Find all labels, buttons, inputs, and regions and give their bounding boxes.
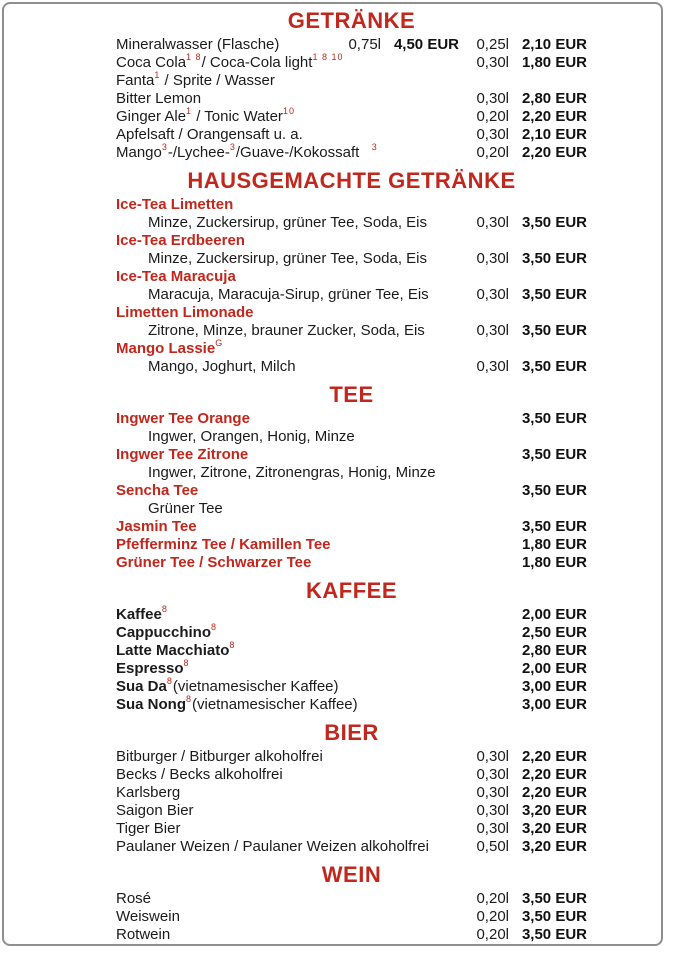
price: 2,20 EUR bbox=[521, 144, 587, 161]
price: 2,20 EUR bbox=[521, 748, 587, 765]
item-name-text: Minze, Zuckersirup, grüner Tee, Soda, Eis bbox=[148, 214, 428, 231]
menu-section-4 bbox=[116, 722, 587, 856]
menu-row bbox=[116, 322, 587, 340]
item-name-text: Ice-Tea Maracuja bbox=[116, 268, 236, 285]
item-name-text: Cappucchino bbox=[116, 624, 212, 641]
price: 2,80 EUR bbox=[521, 642, 587, 659]
item-name bbox=[116, 766, 459, 784]
price: 2,10 EUR bbox=[521, 126, 587, 143]
item-name bbox=[116, 536, 459, 554]
volume: 0,30l bbox=[476, 214, 509, 231]
item-name-text: Bitburger / Bitburger alkoholfrei bbox=[116, 748, 323, 765]
menu-card bbox=[2, 2, 663, 946]
item-name-text: Jasmin Tee bbox=[116, 518, 197, 535]
item-name-text: /Guave-/Kokossaft bbox=[235, 144, 372, 161]
volume: 0,30l bbox=[476, 286, 509, 303]
menu-row bbox=[116, 446, 587, 464]
section-title: HAUSGEMACHTE GETRÄNKE bbox=[187, 168, 516, 193]
menu-row bbox=[116, 72, 587, 90]
price-large: 4,50 EUR bbox=[393, 36, 459, 53]
volume: 0,30l bbox=[476, 90, 509, 107]
item-name-text: Ingwer, Zitrone, Zitronengras, Honig, Minze bbox=[148, 464, 436, 481]
footnote-superscript: 1 bbox=[186, 106, 193, 116]
item-name bbox=[116, 642, 459, 660]
item-name-text: Apfelsaft / Orangensaft u. a. bbox=[116, 126, 303, 143]
price: 2,10 EUR bbox=[521, 36, 587, 53]
price: 3,50 EUR bbox=[521, 908, 587, 925]
price: 2,20 EUR bbox=[521, 766, 587, 783]
menu-row bbox=[116, 482, 587, 500]
menu-section-1 bbox=[116, 170, 587, 376]
price: 3,20 EUR bbox=[521, 820, 587, 837]
item-name bbox=[116, 482, 459, 500]
footnote-superscript: 1 bbox=[154, 70, 161, 80]
price: 3,50 EUR bbox=[521, 358, 587, 375]
item-name bbox=[116, 926, 459, 944]
item-name-text: Coca Cola bbox=[116, 54, 187, 71]
volume: 0,30l bbox=[476, 766, 509, 783]
menu-row bbox=[116, 748, 587, 766]
item-name-text: Becks / Becks alkoholfrei bbox=[116, 766, 283, 783]
item-name-text: Ingwer Tee Zitrone bbox=[116, 446, 249, 463]
menu-row bbox=[116, 268, 587, 286]
item-name bbox=[116, 428, 459, 446]
item-name bbox=[116, 340, 459, 358]
price: 3,50 EUR bbox=[521, 482, 587, 499]
menu-row bbox=[116, 926, 587, 944]
volume: 0,25l bbox=[476, 36, 509, 53]
item-name-text: Rosé bbox=[116, 890, 152, 907]
menu-row bbox=[116, 660, 587, 678]
volume: 0,30l bbox=[476, 54, 509, 71]
menu-row bbox=[116, 500, 587, 518]
menu-row bbox=[116, 286, 587, 304]
item-name-text: Sencha Tee bbox=[116, 482, 199, 499]
volume-large: 0,75l bbox=[348, 36, 381, 53]
price: 3,50 EUR bbox=[521, 518, 587, 535]
footnote-superscript: 3 bbox=[229, 142, 236, 152]
menu-row bbox=[116, 340, 587, 358]
section-title: WEIN bbox=[321, 862, 382, 887]
item-name-text: / Sprite / Wasser bbox=[160, 72, 275, 89]
price: 3,20 EUR bbox=[521, 802, 587, 819]
menu-row bbox=[116, 820, 587, 838]
footnote-superscript: 8 bbox=[183, 658, 190, 668]
volume: 0,30l bbox=[476, 126, 509, 143]
footnote-superscript: 3 bbox=[371, 142, 378, 152]
price: 3,50 EUR bbox=[521, 446, 587, 463]
item-name-text: Sua Da bbox=[116, 678, 167, 695]
item-name-text: Mango Lassie bbox=[116, 340, 216, 357]
footnote-superscript: 3 bbox=[161, 142, 168, 152]
menu-section-2 bbox=[116, 384, 587, 572]
footnote-superscript: 8 bbox=[211, 622, 218, 632]
price: 3,00 EUR bbox=[521, 678, 587, 695]
item-name bbox=[116, 696, 459, 714]
item-name-text: Mango, Joghurt, Milch bbox=[148, 358, 296, 375]
footnote-superscript: 8 bbox=[186, 694, 193, 704]
item-name bbox=[116, 890, 459, 908]
item-name-text: Sua Nong bbox=[116, 696, 186, 713]
item-name bbox=[116, 606, 459, 624]
item-name-text: Limetten Limonade bbox=[116, 304, 254, 321]
item-name-text: Grüner Tee / Schwarzer Tee bbox=[116, 554, 312, 571]
menu-row bbox=[116, 802, 587, 820]
item-name-text: Weiswein bbox=[116, 908, 180, 925]
price: 1,80 EUR bbox=[521, 554, 587, 571]
item-name bbox=[116, 908, 459, 926]
menu-section-3 bbox=[116, 580, 587, 714]
menu-row bbox=[116, 464, 587, 482]
menu-row bbox=[116, 908, 587, 926]
item-name-text: Tiger Bier bbox=[116, 820, 181, 837]
price: 3,50 EUR bbox=[521, 890, 587, 907]
footnote-superscript: 10 bbox=[282, 106, 295, 116]
volume: 0,30l bbox=[476, 802, 509, 819]
item-name bbox=[116, 196, 459, 214]
item-name-text: Saigon Bier bbox=[116, 802, 194, 819]
item-name bbox=[116, 286, 459, 304]
menu-row bbox=[116, 144, 587, 162]
menu-row bbox=[116, 428, 587, 446]
price: 2,00 EUR bbox=[521, 660, 587, 677]
menu-row bbox=[116, 518, 587, 536]
item-name bbox=[116, 108, 459, 126]
item-name-text: Paulaner Weizen / Paulaner Weizen alkoholfrei bbox=[116, 838, 429, 855]
item-name bbox=[116, 518, 459, 536]
item-name bbox=[116, 446, 459, 464]
item-name bbox=[116, 214, 459, 232]
menu-row bbox=[116, 304, 587, 322]
item-name-text: Bitter Lemon bbox=[116, 90, 202, 107]
item-name bbox=[116, 838, 459, 856]
menu-row bbox=[116, 784, 587, 802]
price: 1,80 EUR bbox=[521, 54, 587, 71]
price: 3,50 EUR bbox=[521, 926, 587, 943]
item-name bbox=[116, 820, 459, 838]
price: 2,00 EUR bbox=[521, 606, 587, 623]
menu-row bbox=[116, 536, 587, 554]
menu-row bbox=[116, 624, 587, 642]
menu-row bbox=[116, 126, 587, 144]
price: 3,50 EUR bbox=[521, 286, 587, 303]
volume: 0,20l bbox=[476, 908, 509, 925]
menu-row bbox=[116, 410, 587, 428]
volume: 0,30l bbox=[476, 250, 509, 267]
item-name bbox=[116, 678, 459, 696]
section-title: TEE bbox=[329, 382, 374, 407]
item-name bbox=[116, 358, 459, 376]
menu-row bbox=[116, 696, 587, 714]
item-name-text: Maracuja, Maracuja-Sirup, grüner Tee, Eis bbox=[148, 286, 429, 303]
menu-row bbox=[116, 838, 587, 856]
item-name bbox=[116, 232, 459, 250]
item-name-text: / Coca-Cola light bbox=[201, 54, 313, 71]
item-name-text: Grüner Tee bbox=[148, 500, 223, 517]
section-title: BIER bbox=[324, 720, 379, 745]
item-name-text: Rotwein bbox=[116, 926, 171, 943]
price: 3,50 EUR bbox=[521, 250, 587, 267]
item-name bbox=[116, 268, 459, 286]
volume: 0,20l bbox=[476, 890, 509, 907]
volume: 0,20l bbox=[476, 144, 509, 161]
item-name-text: Ingwer Tee Orange bbox=[116, 410, 250, 427]
item-name bbox=[116, 410, 459, 428]
volume: 0,30l bbox=[476, 322, 509, 339]
item-name-text: Ingwer, Orangen, Honig, Minze bbox=[148, 428, 355, 445]
price: 3,50 EUR bbox=[521, 214, 587, 231]
footnote-superscript: G bbox=[215, 338, 224, 348]
price: 3,50 EUR bbox=[521, 322, 587, 339]
item-name bbox=[116, 304, 459, 322]
footnote-superscript: 8 bbox=[161, 604, 168, 614]
volume: 0,20l bbox=[476, 926, 509, 943]
item-name bbox=[116, 36, 331, 54]
volume: 0,30l bbox=[476, 358, 509, 375]
menu-row bbox=[116, 766, 587, 784]
item-name bbox=[116, 72, 459, 90]
section-title: GETRÄNKE bbox=[287, 8, 416, 33]
item-name-text: Ginger Ale bbox=[116, 108, 187, 125]
item-name bbox=[116, 624, 459, 642]
item-name-text: Kaffee bbox=[116, 606, 162, 623]
menu-row bbox=[116, 358, 587, 376]
item-name bbox=[116, 322, 459, 340]
menu-row bbox=[116, 214, 587, 232]
item-name-text: Mineralwasser (Flasche) bbox=[116, 36, 280, 53]
footnote-superscript: 8 bbox=[229, 640, 236, 650]
price: 3,00 EUR bbox=[521, 696, 587, 713]
item-name-text: Karlsberg bbox=[116, 784, 181, 801]
item-name-text: Zitrone, Minze, brauner Zucker, Soda, Eis bbox=[148, 322, 425, 339]
price: 2,80 EUR bbox=[521, 90, 587, 107]
menu-row bbox=[116, 890, 587, 908]
item-name-suffix: (vietnamesischer Kaffee) bbox=[192, 696, 358, 713]
item-name-text: / Tonic Water bbox=[192, 108, 283, 125]
price: 1,80 EUR bbox=[521, 536, 587, 553]
item-name-text: Fanta bbox=[116, 72, 155, 89]
item-name bbox=[116, 464, 459, 482]
menu-row bbox=[116, 606, 587, 624]
item-name bbox=[116, 748, 459, 766]
item-name-text: -/Lychee- bbox=[167, 144, 230, 161]
item-name bbox=[116, 144, 459, 162]
menu-row bbox=[116, 108, 587, 126]
item-name bbox=[116, 554, 459, 572]
menu-section-5 bbox=[116, 864, 587, 944]
item-name-text: Mango bbox=[116, 144, 162, 161]
item-name-text: Minze, Zuckersirup, grüner Tee, Soda, Eis bbox=[148, 250, 428, 267]
footnote-superscript: 1 8 bbox=[186, 52, 202, 62]
footnote-superscript: 1 8 10 bbox=[312, 52, 344, 62]
item-name-text: Ice-Tea Limetten bbox=[116, 196, 234, 213]
price: 3,20 EUR bbox=[521, 838, 587, 855]
menu-row bbox=[116, 232, 587, 250]
menu-content bbox=[4, 4, 661, 944]
footnote-superscript: 8 bbox=[166, 676, 173, 686]
menu-row bbox=[116, 54, 587, 72]
volume: 0,30l bbox=[476, 748, 509, 765]
menu-row bbox=[116, 250, 587, 268]
price: 2,20 EUR bbox=[521, 108, 587, 125]
price: 2,20 EUR bbox=[521, 784, 587, 801]
menu-section-0 bbox=[116, 10, 587, 162]
price: 2,50 EUR bbox=[521, 624, 587, 641]
item-name-text: Espresso bbox=[116, 660, 184, 677]
menu-row bbox=[116, 196, 587, 214]
item-name bbox=[116, 784, 459, 802]
menu-row bbox=[116, 554, 587, 572]
item-name bbox=[116, 802, 459, 820]
item-name bbox=[116, 54, 459, 72]
volume: 0,30l bbox=[476, 820, 509, 837]
item-name bbox=[116, 500, 459, 518]
item-name-text: Ice-Tea Erdbeeren bbox=[116, 232, 245, 249]
item-name-suffix: (vietnamesischer Kaffee) bbox=[172, 678, 339, 695]
volume: 0,20l bbox=[476, 108, 509, 125]
item-name-text: Latte Macchiato bbox=[116, 642, 230, 659]
section-title: KAFFEE bbox=[306, 578, 397, 603]
volume: 0,30l bbox=[476, 784, 509, 801]
item-name bbox=[116, 250, 459, 268]
item-name-text: Pfefferminz Tee / Kamillen Tee bbox=[116, 536, 331, 553]
price: 3,50 EUR bbox=[521, 410, 587, 427]
volume: 0,50l bbox=[476, 838, 509, 855]
